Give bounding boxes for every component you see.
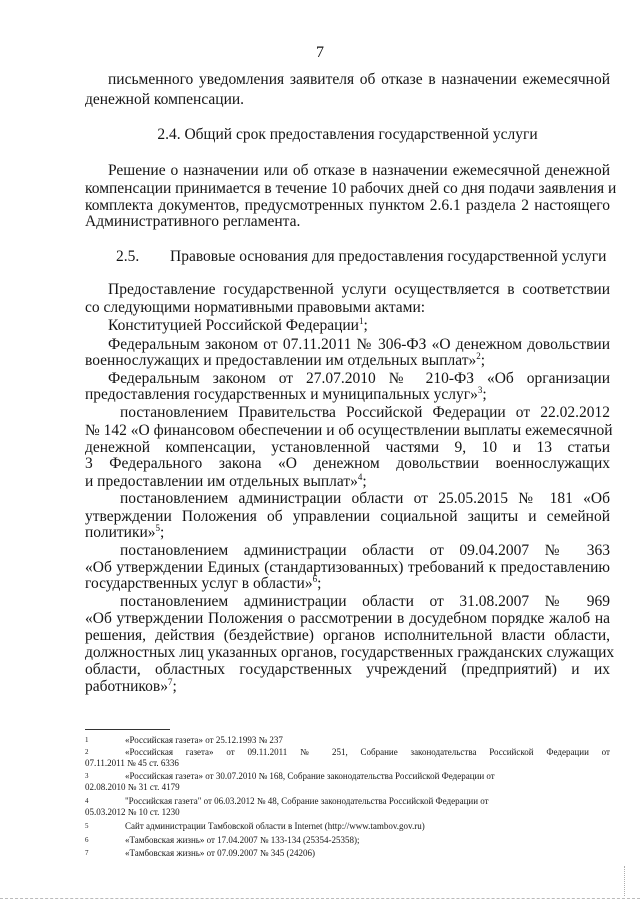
- list-item: Конституцией Российской Федерации$^1$;: [108, 315, 368, 334]
- footnote-ref: 5: [155, 522, 161, 533]
- footnote: 3 «Российская газета» от 30.07.2010 № 168, Собрание законодательства Российской Федерации от 02.08.2010 № 31 ст. 4179: [85, 771, 495, 792]
- page-number: 7: [316, 44, 324, 61]
- paragraph-line: письменного уведомления заявителя об отказе в назначении ежемесячной: [108, 71, 610, 88]
- list-item: постановлением администрации области от 31.08.2007 № 969: [120, 593, 610, 610]
- paragraph-line: Предоставление государственной услуги осуществляется в соответствии: [108, 281, 610, 298]
- paragraph-line: Административного регламента.: [85, 213, 301, 230]
- list-item-cont: военнослужащих и предоставлении им отдельных выплат»$^2$;: [85, 350, 486, 369]
- list-item-cont: и предоставлении им отдельных выплат»$^4$;: [85, 471, 367, 490]
- footnote-ref: 2: [476, 350, 481, 361]
- list-item-cont: решения, действия (бездействие) органов исполнительной власти области,: [85, 627, 610, 644]
- paragraph-line: со следующими нормативными правовыми актами:: [85, 299, 426, 316]
- scan-edge: [0, 898, 640, 899]
- footnote: 6 «Тамбовская жизнь» от 17.04.2007 № 133-134 (25354-25358);: [85, 835, 360, 845]
- footnote-ref: 6: [312, 573, 318, 584]
- list-item-cont: № 142 «О финансовом обеспечении и об осуществлении выплаты ежемесячной: [85, 422, 613, 439]
- list-item-cont: «Об утверждении Положения о рассмотрении в досудебном порядке жалоб на: [85, 610, 610, 627]
- list-item-cont: политики»$^5$;: [85, 522, 165, 541]
- scan-artifact: [624, 866, 635, 896]
- footnote: 2 «Российская газета» от 09.11.2011 № 251, Собрание законодательства Российской Федерации от 07.11.2011 № 45 ст. 6336: [85, 747, 610, 768]
- list-item: Федеральным законом от 27.07.2010 № 210-ФЗ «Об организации: [108, 370, 610, 387]
- paragraph-line: денежной компенсации.: [85, 91, 245, 108]
- list-item-cont: утверждении Положения об управлении социальной защиты и семейной: [85, 508, 610, 525]
- section-number-2-5: 2.5.: [116, 248, 140, 265]
- list-item-cont: государственных услуг в области»$^6$;: [85, 573, 322, 592]
- footnote: 7 «Тамбовская жизнь» от 07.09.2007 № 345 (24206): [85, 848, 316, 858]
- footnote-ref: 7: [168, 676, 173, 687]
- section-heading-2-4: 2.4. Общий срок предоставления государственной услуги: [157, 126, 538, 143]
- list-item: постановлением администрации области от 25.05.2015 № 181 «Об: [120, 490, 610, 507]
- paragraph-line: Решение о назначении или об отказе в назначении ежемесячной денежной: [108, 162, 610, 179]
- list-item-cont: «Об утверждении Единых (стандартизованных) требований к предоставлению: [85, 559, 610, 576]
- list-item: Федеральным законом от 07.11.2011 № 306-ФЗ «О денежном довольствии: [108, 336, 610, 353]
- list-item: постановлением Правительства Российской Федерации от 22.02.2012: [120, 404, 610, 421]
- footnote-ref: 1: [358, 315, 364, 326]
- list-item-cont: предоставления государственных и муниципальных услуг»$^3$;: [85, 384, 487, 403]
- list-item-cont: денежной компенсации, установленной частями 9, 10 и 13 статьи: [85, 439, 610, 456]
- list-item-cont: должностных лиц указанных органов, государственных гражданских служащих: [85, 644, 615, 661]
- footnote: 1 «Российская газета» от 25.12.1993 № 237: [85, 735, 283, 745]
- paragraph-line: комплекта документов, предусмотренных пунктом 2.6.1 раздела 2 настоящего: [85, 197, 610, 214]
- list-item-cont: 3 Федерального закона «О денежном довольствии военнослужащих: [85, 455, 610, 472]
- footnote: 5 Сайт администрации Тамбовской области в Internet (http://www.tambov.gov.ru): [85, 821, 425, 831]
- list-item-cont: области, областных государственных учреждений (предприятий) и их: [85, 661, 610, 678]
- list-item-cont: работников»$^7$;: [85, 676, 177, 695]
- footnote-ref: 3: [477, 384, 483, 395]
- footnote-ref: 4: [357, 471, 363, 482]
- paragraph-line: компенсации принимается в течение 10 рабочих дней со дня подачи заявления и: [85, 180, 617, 197]
- list-item: постановлением администрации области от 09.04.2007 № 363: [120, 542, 610, 559]
- footnote-separator: [85, 729, 170, 730]
- section-heading-2-5: Правовые основания для предоставления государственной услуги: [170, 248, 607, 265]
- footnote: 4 "Российская газета" от 06.03.2012 № 48, Собрание законодательства Российской Федерации от 05.03.2012 № 10 ст. 1230: [85, 796, 489, 817]
